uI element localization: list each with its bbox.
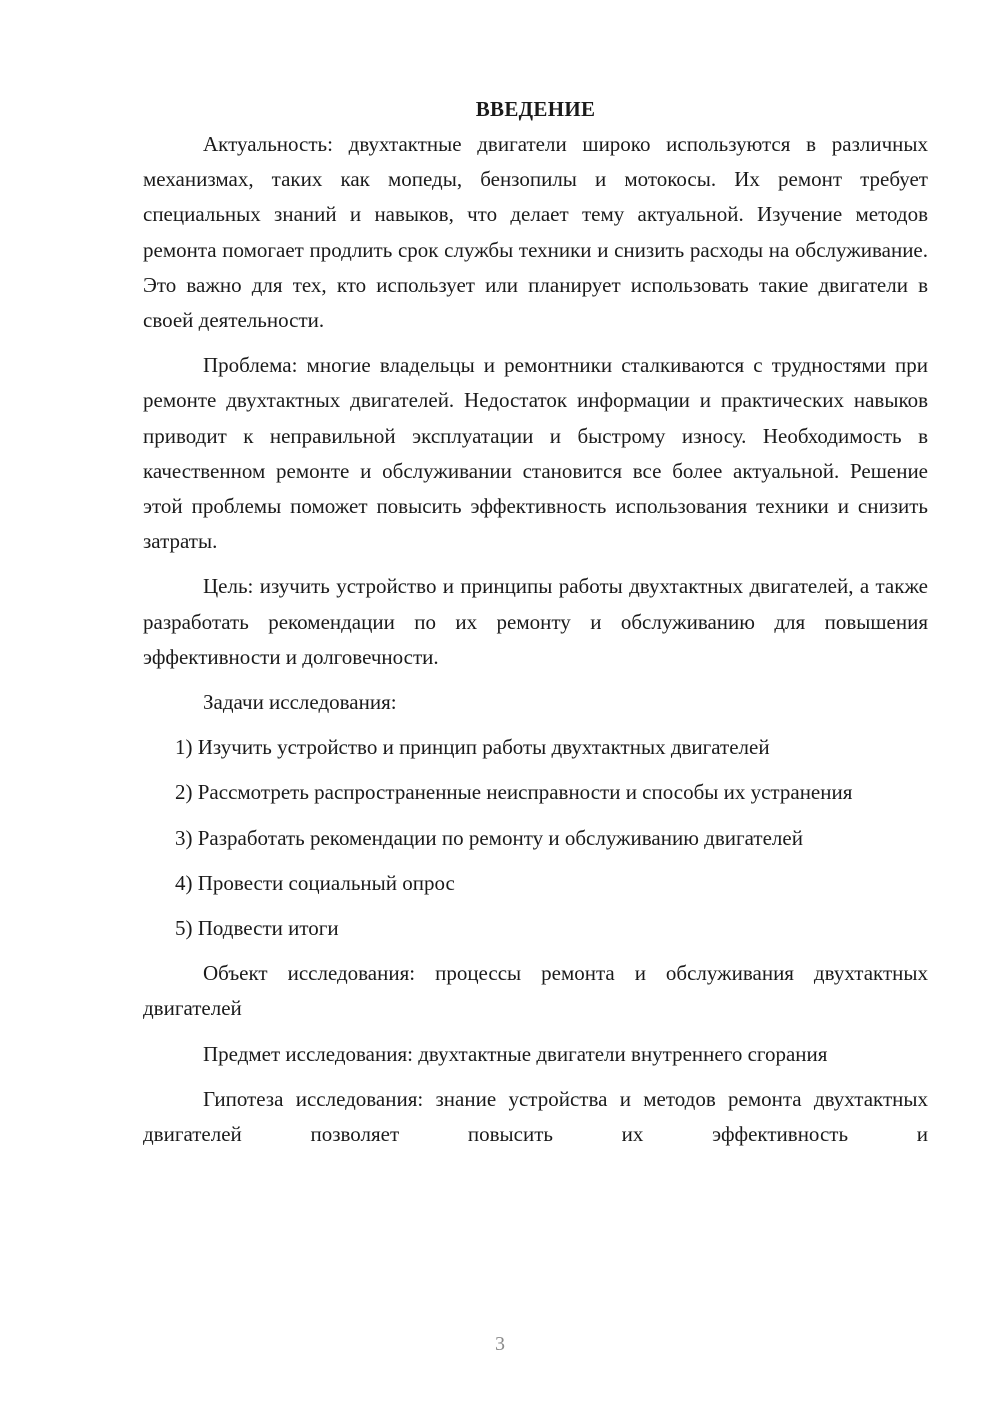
tasks-list [143,730,928,946]
list-item: 4) Провести социальный опрос [175,870,455,895]
paragraph-goal: Цель: изучить устройство и принципы работы двухтактных двигателей, а также разработать рекомендации по их ремонту и обслуживанию для повышения эффективности и долговечности. [143,574,928,669]
paragraph-problem: Проблема: многие владельцы и ремонтники сталкиваются с трудностями при ремонте двухтактных двигателей. Недостаток информации и практических навыков приводит к неправильной эксплуатации и быстрому износу. Необходимость в качественном ремонте и обслуживании становится все более актуальной. Решение этой проблемы поможет повысить эффективность использования техники и снизить затраты. [143,353,928,554]
paragraph-object: Объект исследования: процессы ремонта и обслуживания двухтактных двигателей [143,961,928,1021]
paragraph-hypothesis: Гипотеза исследования: знание устройства и методов ремонта двухтактных двигателей позволяет повысить их эффективность и [143,1086,928,1147]
paragraph-subject: Предмет исследования: двухтактные двигатели внутреннего сгорания [203,1041,828,1066]
document-page [143,92,928,1152]
paragraph-relevance: Актуальность: двухтактные двигатели широко используются в различных механизмах, таких как мопеды, бензопилы и мотокосы. Их ремонт требует специальных знаний и навыков, что делает тему актуальной. Изучение методов ремонта помогает продлить срок службы техники и снизить расходы на обслуживание. Это важно для тех, кто использует или планирует использовать такие двигатели в своей деятельности. [143,132,928,333]
list-item: 2) Рассмотреть распространенные неисправности и способы их устранения [175,780,853,805]
page-number: 3 [495,1333,505,1355]
section-title: ВВЕДЕНИЕ [475,97,596,121]
tasks-heading: Задачи исследования: [203,690,397,715]
list-item: 3) Разработать рекомендации по ремонту и обслуживанию двигателей [175,825,803,850]
list-item: 1) Изучить устройство и принцип работы двухтактных двигателей [175,735,770,760]
list-item: 5) Подвести итоги [175,916,339,941]
